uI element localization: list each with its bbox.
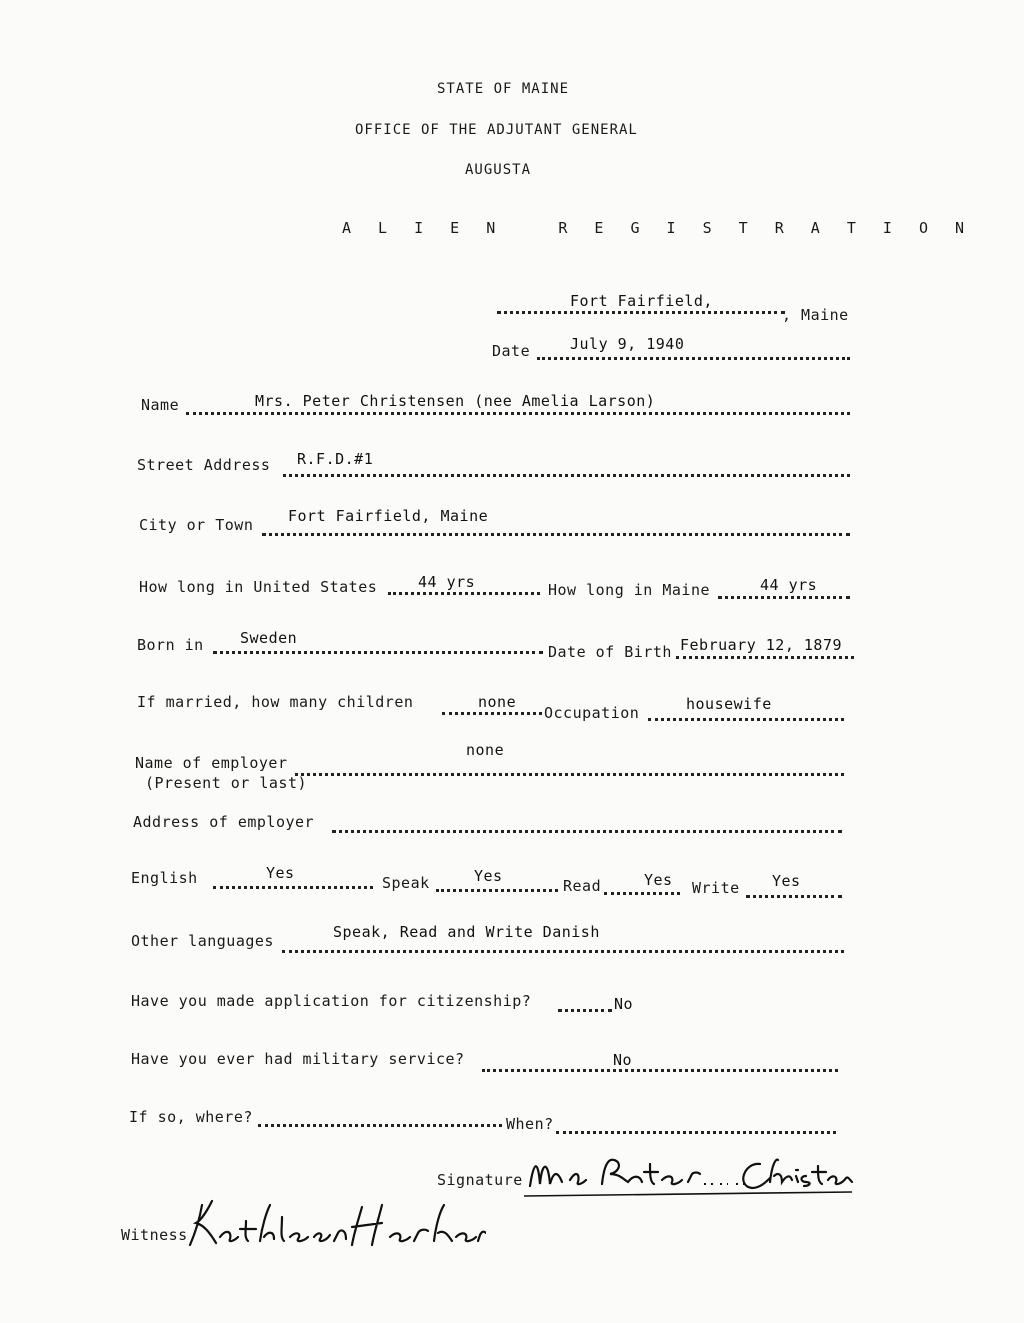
born-value: Sweden	[240, 629, 298, 647]
speak-value: Yes	[474, 867, 503, 885]
read-dotted-line	[604, 892, 680, 895]
street-value: R.F.D.#1	[297, 450, 374, 468]
witness-handwriting	[186, 1193, 486, 1253]
english-dotted-line	[213, 886, 373, 889]
witness-label: Witness	[121, 1226, 188, 1244]
state-label: , Maine	[782, 306, 849, 324]
english-label: English	[131, 869, 198, 887]
us-duration-label: How long in United States	[139, 578, 378, 596]
employer-sublabel: (Present or last)	[145, 774, 308, 792]
city-heading: AUGUSTA	[465, 162, 532, 178]
employer-label: Name of employer	[135, 754, 288, 772]
occupation-value: housewife	[686, 695, 772, 713]
date-label: Date	[492, 342, 531, 360]
occupation-dotted-line	[648, 718, 844, 721]
military-dotted-line	[482, 1069, 838, 1072]
children-dotted-line	[442, 712, 542, 715]
dob-dotted-line	[676, 656, 854, 659]
citizenship-value: No	[614, 995, 634, 1013]
dob-value: February 12, 1879	[680, 636, 843, 654]
name-value: Mrs. Peter Christensen (nee Amelia Larson)	[255, 392, 656, 410]
write-value: Yes	[772, 872, 801, 890]
born-label: Born in	[137, 636, 204, 654]
maine-duration-dotted-line	[718, 596, 850, 599]
employer-address-label: Address of employer	[133, 813, 315, 831]
city-value: Fort Fairfield, Maine	[288, 507, 489, 525]
other-languages-label: Other languages	[131, 932, 274, 950]
where-label: If so, where?	[129, 1108, 253, 1126]
where-dotted-line	[258, 1124, 502, 1127]
read-label: Read	[563, 877, 602, 895]
maine-duration-label: How long in Maine	[548, 581, 711, 599]
name-label: Name	[141, 396, 180, 414]
occupation-label: Occupation	[544, 704, 640, 722]
write-dotted-line	[746, 895, 842, 898]
us-duration-value: 44 yrs	[418, 573, 476, 591]
children-value: none	[478, 693, 517, 711]
state-heading: STATE OF MAINE	[437, 81, 570, 97]
employer-value: none	[466, 741, 505, 759]
city-dotted-line	[262, 533, 850, 536]
read-value: Yes	[644, 871, 673, 889]
children-label: If married, how many children	[137, 693, 414, 711]
signature-handwriting	[524, 1150, 854, 1200]
date-dotted-line	[537, 357, 850, 360]
date-value: July 9, 1940	[570, 335, 685, 353]
born-dotted-line	[213, 651, 543, 654]
employer-dotted-line	[295, 773, 844, 776]
signature-label: Signature	[437, 1171, 523, 1189]
military-value: No	[613, 1051, 633, 1069]
town-dotted-line	[497, 311, 785, 314]
when-dotted-line	[556, 1131, 836, 1134]
us-duration-dotted-line	[388, 592, 540, 595]
dob-label: Date of Birth	[548, 643, 672, 661]
write-label: Write	[692, 879, 740, 897]
speak-label: Speak	[382, 874, 430, 892]
other-languages-dotted-line	[282, 950, 844, 953]
office-heading: OFFICE OF THE ADJUTANT GENERAL	[355, 122, 638, 138]
military-label: Have you ever had military service?	[131, 1050, 465, 1068]
employer-address-dotted-line	[332, 830, 842, 833]
street-label: Street Address	[137, 456, 271, 474]
name-dotted-line	[186, 412, 850, 415]
other-languages-value: Speak, Read and Write Danish	[333, 923, 600, 941]
english-value: Yes	[266, 864, 295, 882]
speak-dotted-line	[436, 889, 558, 892]
city-label: City or Town	[139, 516, 254, 534]
maine-duration-value: 44 yrs	[760, 576, 818, 594]
when-label: When?	[506, 1115, 554, 1133]
street-dotted-line	[283, 474, 850, 477]
form-title: A L I E N R E G I S T R A T I O N	[342, 219, 974, 237]
town-value: Fort Fairfield,	[570, 292, 713, 310]
citizenship-label: Have you made application for citizenship?	[131, 992, 532, 1010]
citizenship-dotted-line	[558, 1009, 612, 1012]
